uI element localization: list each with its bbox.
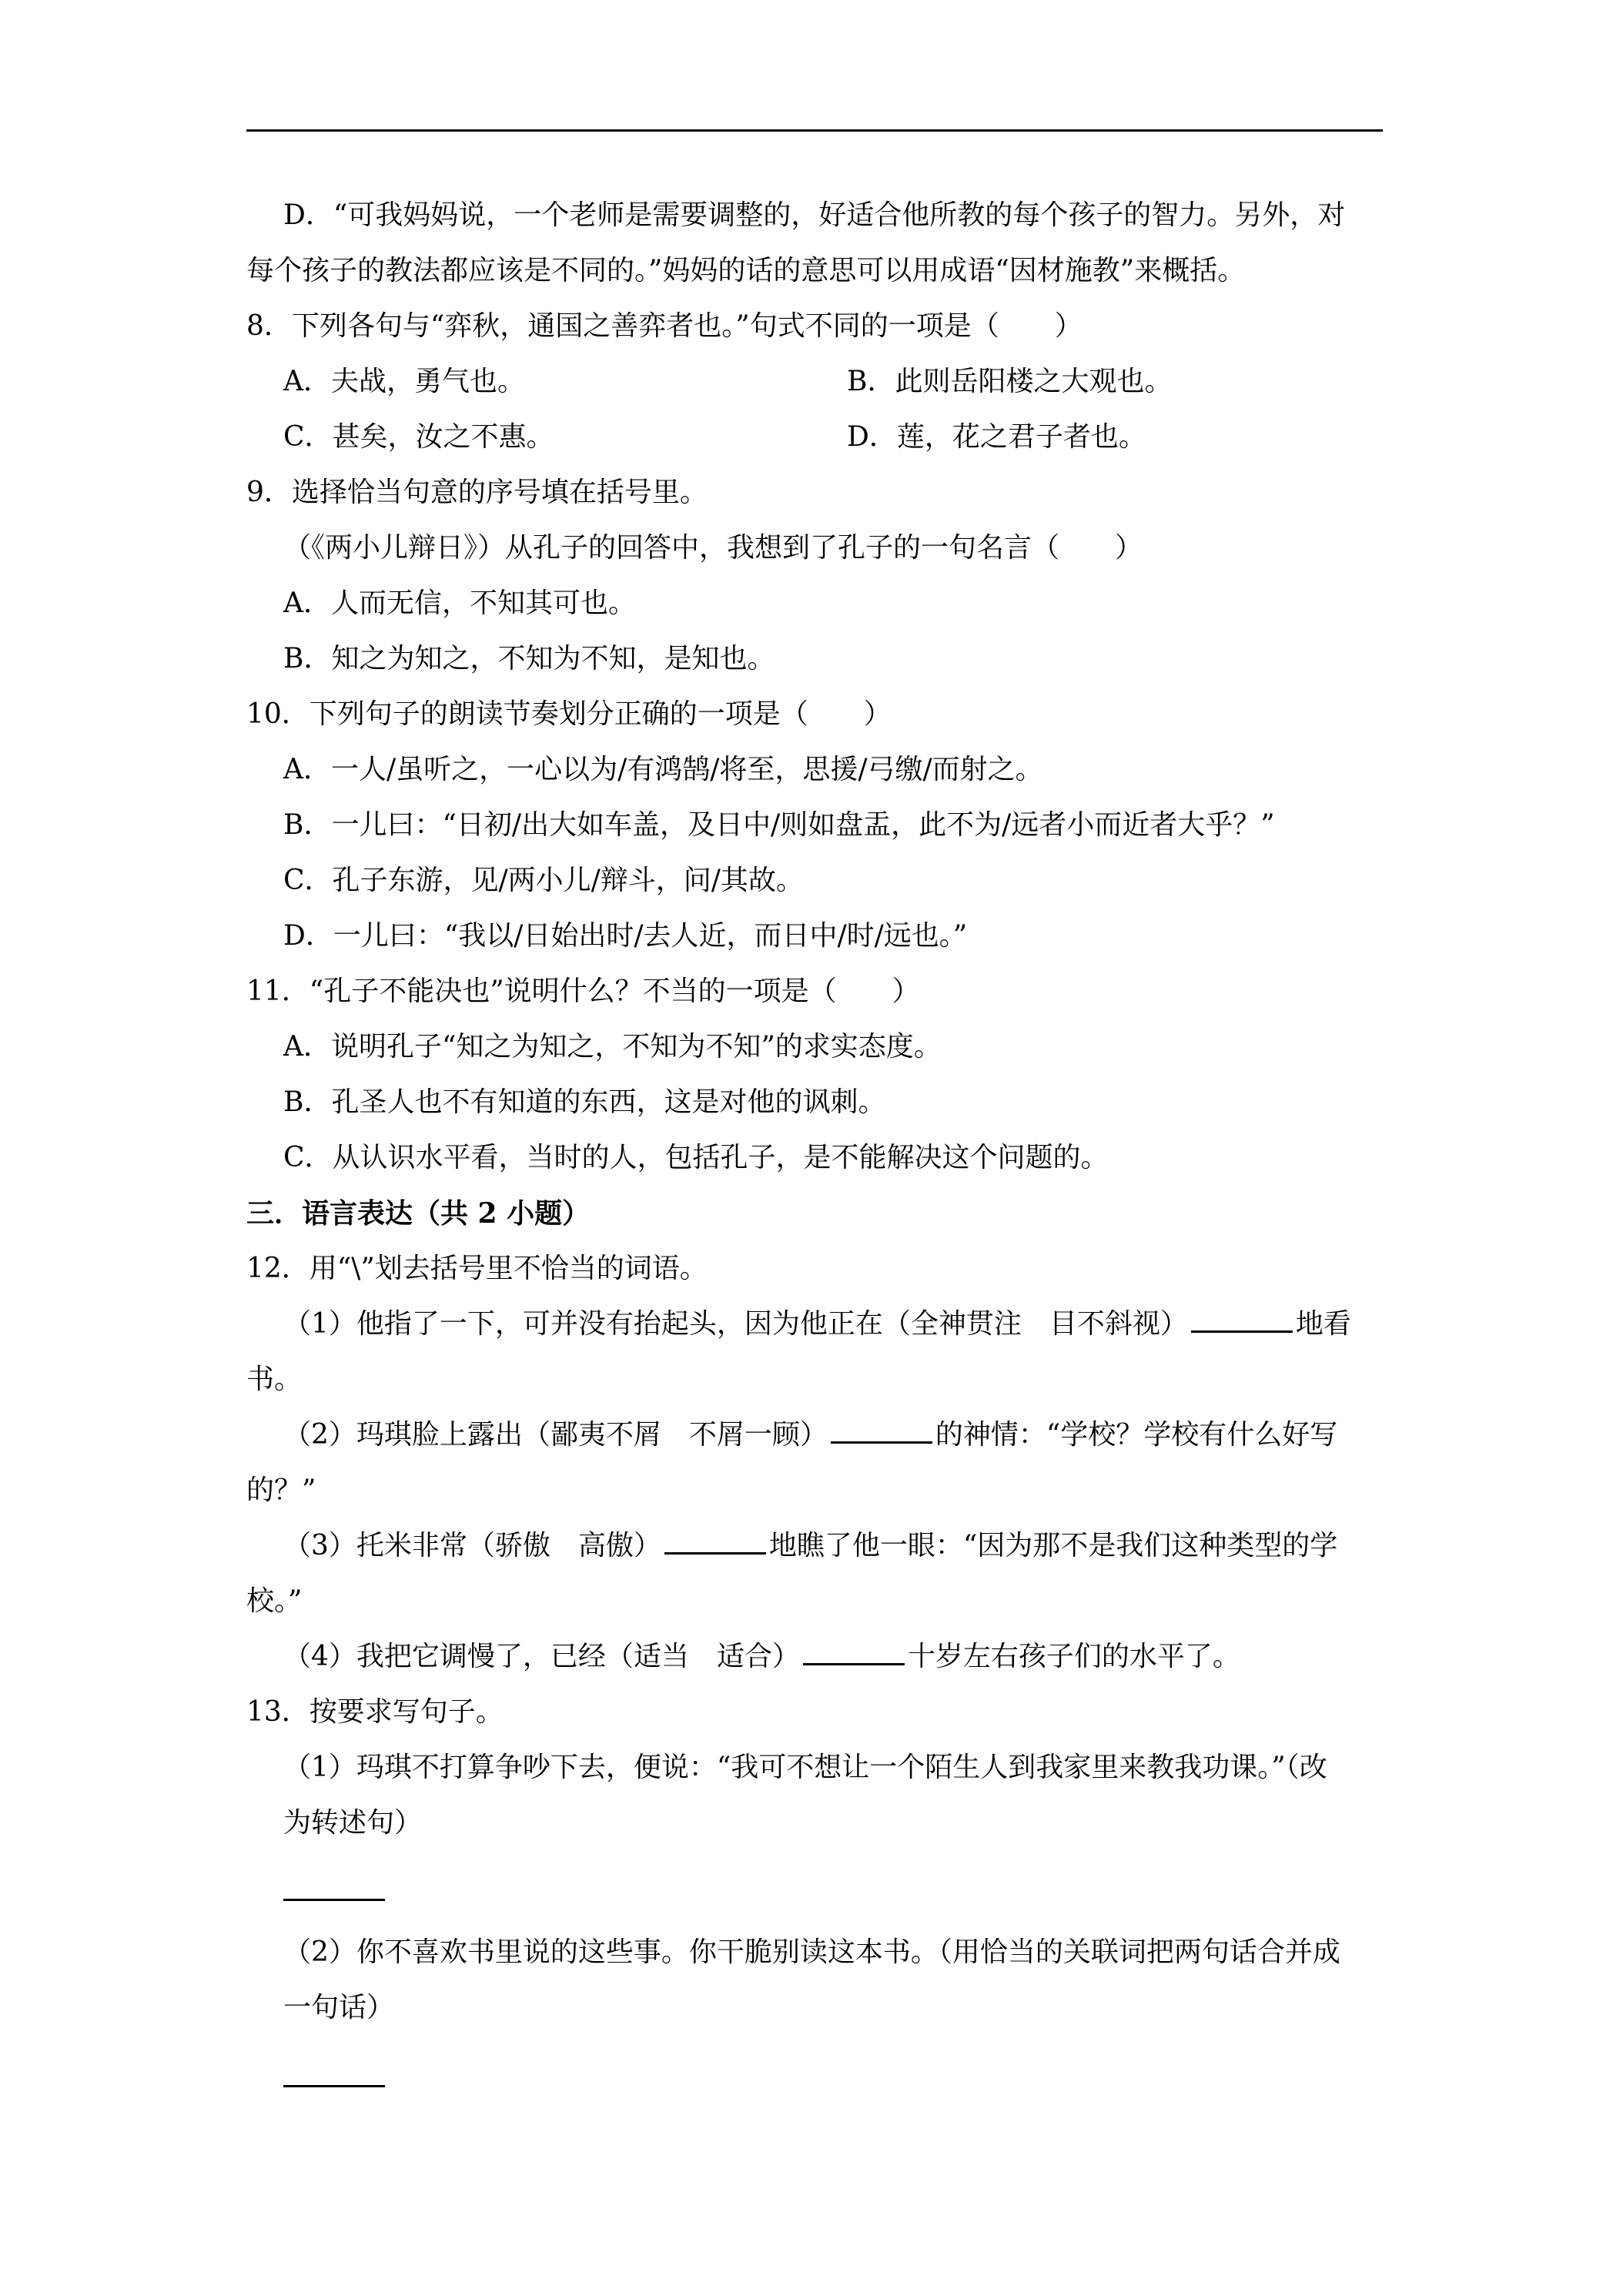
q13-item-1-answer-blank[interactable] (283, 1899, 385, 1901)
q10-option-d: D．一儿曰：“我以/日始出时/去人近，而日中/时/远也。” (283, 920, 968, 952)
q11-option-c: C．从认识水平看，当时的人，包括孔子，是不能解决这个问题的。 (283, 1142, 1109, 1173)
q12-item-4-text-after: 十岁左右孩子们的水平了。 (907, 1641, 1240, 1672)
q7-option-d-line1: D．“可我妈妈说，一个老师是需要调整的，好适合他所教的每个孩子的智力。另外，对 (283, 199, 1346, 231)
q12-item-2-blank[interactable] (831, 1418, 932, 1444)
q9-sub: （《两小儿辩日》）从孔子的回答中，我想到了孔子的一句名言（ ） (283, 532, 1143, 564)
q12-item-3-blank[interactable] (664, 1529, 766, 1555)
q7-option-d-line2: 每个孩子的教法都应该是不同的。”妈妈的话的意思可以用成语“因材施教”来概括。 (246, 255, 1246, 286)
q9-option-b: B．知之为知之，不知为不知，是知也。 (283, 643, 775, 674)
q12-item-3-text: （3）托米非常（骄傲 高傲） (283, 1530, 661, 1561)
q13-stem: 13．按要求写句子。 (246, 1696, 504, 1728)
q12-item-3-text-after: 地瞧了他一眼：“因为那不是我们这种类型的学 (768, 1530, 1338, 1561)
q8-option-d: D．莲，花之君子者也。 (847, 421, 1146, 453)
q12-item-1-text: （1）他指了一下，可并没有抬起头，因为他正在（全神贯注 目不斜视） (283, 1308, 1188, 1340)
q9-stem: 9．选择恰当句意的序号填在括号里。 (246, 477, 708, 508)
q12-stem: 12．用“\”划去括号里不恰当的词语。 (246, 1253, 708, 1284)
q12-item-3 (283, 1528, 1337, 1565)
q8-stem: 8．下列各句与“弈秋，通国之善弈者也。”句式不同的一项是（ ） (246, 310, 1083, 342)
q8-option-a: A．夫战，勇气也。 (283, 366, 525, 397)
q10-option-a: A．一人/虽听之，一心以为/有鸿鹄/将至，思援/弓缴/而射之。 (283, 754, 1043, 785)
q12-item-2 (283, 1417, 1337, 1454)
section-3-title: 三．语言表达（共 2 小题） (246, 1197, 591, 1230)
q12-item-4-text: （4）我把它调慢了，已经（适当 适合） (283, 1641, 800, 1672)
q11-option-b: B．孔圣人也不有知道的东西，这是对他的讽刺。 (283, 1086, 886, 1118)
q13-item-2-line2: 一句话） (283, 1992, 395, 2023)
q11-stem: 11．“孔子不能决也”说明什么？不当的一项是（ ） (246, 976, 920, 1007)
q12-item-2-cont: 的？” (246, 1474, 316, 1506)
q12-item-3-cont: 校。” (246, 1585, 303, 1617)
q10-stem: 10．下列句子的朗读节奏划分正确的一项是（ ） (246, 698, 892, 730)
q13-item-2-line1: （2）你不喜欢书里说的这些事。你干脆别读这本书。（用恰当的关联词把两句话合并成 (283, 1936, 1340, 1968)
q12-item-1-blank[interactable] (1191, 1307, 1293, 1333)
q11-option-a: A．说明孔子“知之为知之，不知为不知”的求实态度。 (283, 1031, 942, 1063)
q13-item-1-line1: （1）玛琪不打算争吵下去，便说：“我可不想让一个陌生人到我家里来教我功课。”（改 (283, 1752, 1327, 1783)
q12-item-4 (283, 1638, 1240, 1675)
q8-option-b: B．此则岳阳楼之大观也。 (847, 366, 1173, 397)
q12-item-2-text-after: 的神情：“学校？学校有什么好写 (935, 1419, 1338, 1451)
q8-option-c: C．甚矣，汝之不惠。 (283, 421, 554, 453)
q12-item-1-cont: 书。 (246, 1364, 303, 1395)
q12-item-4-blank[interactable] (803, 1640, 905, 1665)
q12-item-1 (283, 1306, 1351, 1343)
q13-item-1-line2: 为转述句） (283, 1807, 423, 1839)
q12-item-1-text-after: 地看 (1295, 1308, 1351, 1340)
q10-option-b: B．一儿曰：“日初/出大如车盖，及日中/则如盘盂，此不为/远者小而近者大乎？” (283, 809, 1275, 841)
q13-item-2-answer-blank[interactable] (283, 2085, 385, 2087)
q9-option-a: A．人而无信，不知其可也。 (283, 587, 636, 619)
q10-option-c: C．孔子东游，见/两小儿/辩斗，问/其故。 (283, 865, 804, 896)
header-rule (246, 129, 1383, 132)
q12-item-2-text: （2）玛琪脸上露出（鄙夷不屑 不屑一顾） (283, 1419, 828, 1451)
